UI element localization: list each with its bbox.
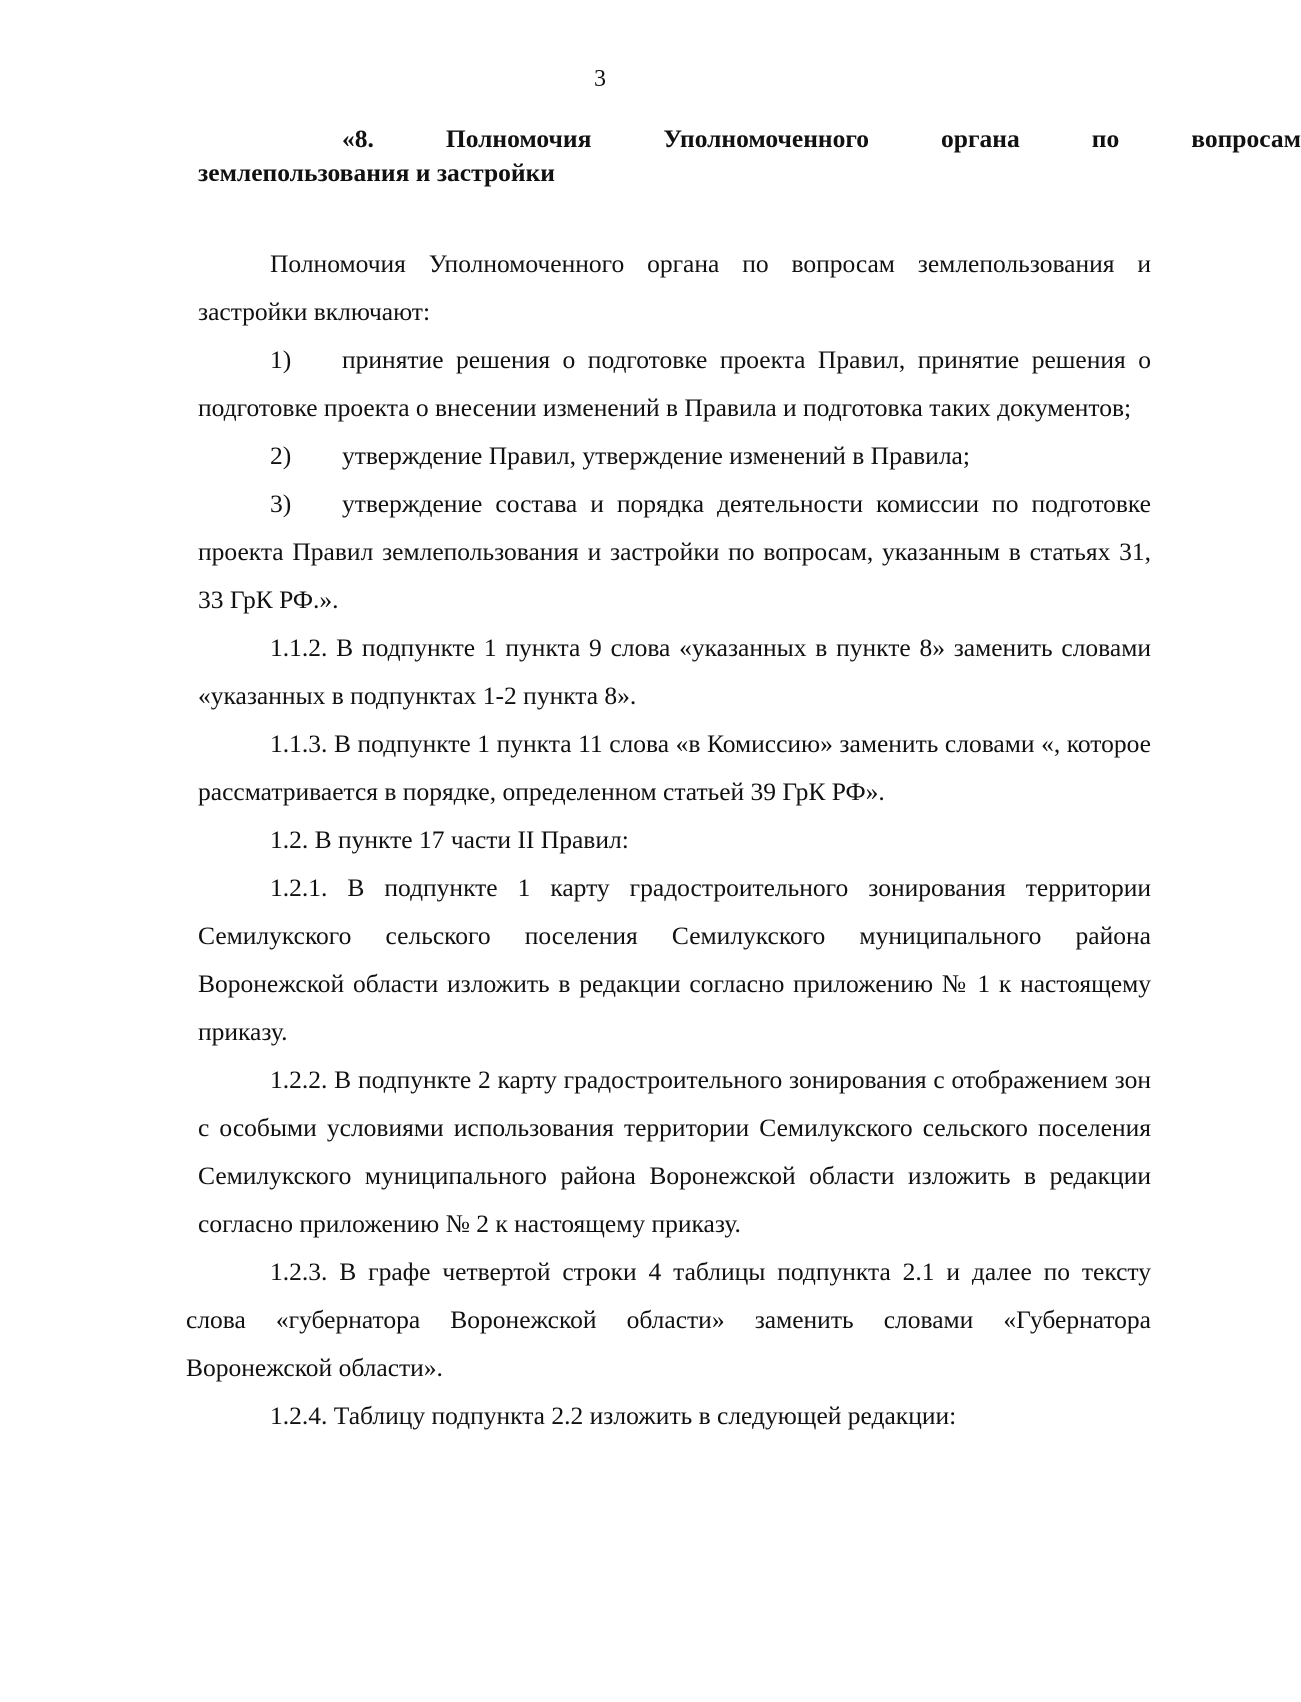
list-item-3 — [198, 480, 1151, 624]
list-item-text: утверждение Правил, утверждение изменений в Правила; — [342, 441, 970, 470]
document-body — [186, 122, 1301, 1440]
heading-word: Полномочия — [445, 124, 592, 153]
paragraph-1-2-4: 1.2.4. Таблицу подпункта 2.2 изложить в следующей редакции: — [270, 1401, 957, 1430]
list-item-number: 3) — [270, 489, 292, 518]
paragraph-1-2-2: 1.2.2. В подпункте 2 карту градостроительного зонирования с отображением зон с особыми условиями использования территории Семилукского сельского поселения Семилукского муниципального района Воронежской области изложить в редакции согласно приложению № 2 к настоящему приказу. — [198, 1065, 1151, 1238]
paragraph-1-2-3: 1.2.3. В графе четвертой строки 4 таблицы подпункта 2.1 и далее по тексту слова «губернатора Воронежской области» заменить словами «Губернатора Воронежской области». — [186, 1257, 1151, 1382]
paragraph-1-1-2: 1.1.2. В подпункте 1 пункта 9 слова «указанных в пункте 8» заменить словами «указанных в подпунктах 1-2 пункта 8». — [198, 633, 1151, 710]
list-item-1 — [198, 336, 1151, 432]
paragraph-1-2: 1.2. В пункте 17 части II Правил: — [270, 825, 629, 854]
heading-word: органа — [941, 124, 1020, 153]
list-item-number: 2) — [270, 441, 292, 470]
heading-word: по — [1091, 124, 1120, 153]
section-heading-line2: землепользования и застройки — [198, 158, 555, 187]
list-item-2 — [198, 432, 1151, 480]
heading-word: Уполномоченного — [663, 124, 870, 153]
list-item-number: 1) — [270, 345, 292, 374]
page-number: 3 — [594, 66, 606, 92]
list-item-text: утверждение состава и порядка деятельности комиссии по подготовке проекта Правил землепользования и застройки по вопросам, указанным в статьях 31, 33 ГрК РФ.». — [198, 489, 1151, 614]
paragraph-1-2-1: 1.2.1. В подпункте 1 карту градостроительного зонирования территории Семилукского сельского поселения Семилукского муниципального района Воронежской области изложить в редакции согласно приложению № 1 к настоящему приказу. — [198, 873, 1151, 1046]
heading-word: вопросам — [1191, 124, 1301, 153]
section-heading — [198, 122, 1301, 190]
list-item-text: принятие решения о подготовке проекта Правил, принятие решения о подготовке проекта о внесении изменений в Правила и подготовка таких документов; — [198, 345, 1151, 422]
section-heading-line1 — [270, 122, 1301, 156]
heading-word: «8. — [342, 124, 374, 153]
intro-paragraph: Полномочия Уполномоченного органа по вопросам землепользования и застройки включают: — [198, 249, 1151, 326]
paragraph-1-1-3: 1.1.3. В подпункте 1 пункта 11 слова «в Комиссию» заменить словами «, которое рассматривается в порядке, определенном статьей 39 ГрК РФ». — [198, 729, 1151, 806]
